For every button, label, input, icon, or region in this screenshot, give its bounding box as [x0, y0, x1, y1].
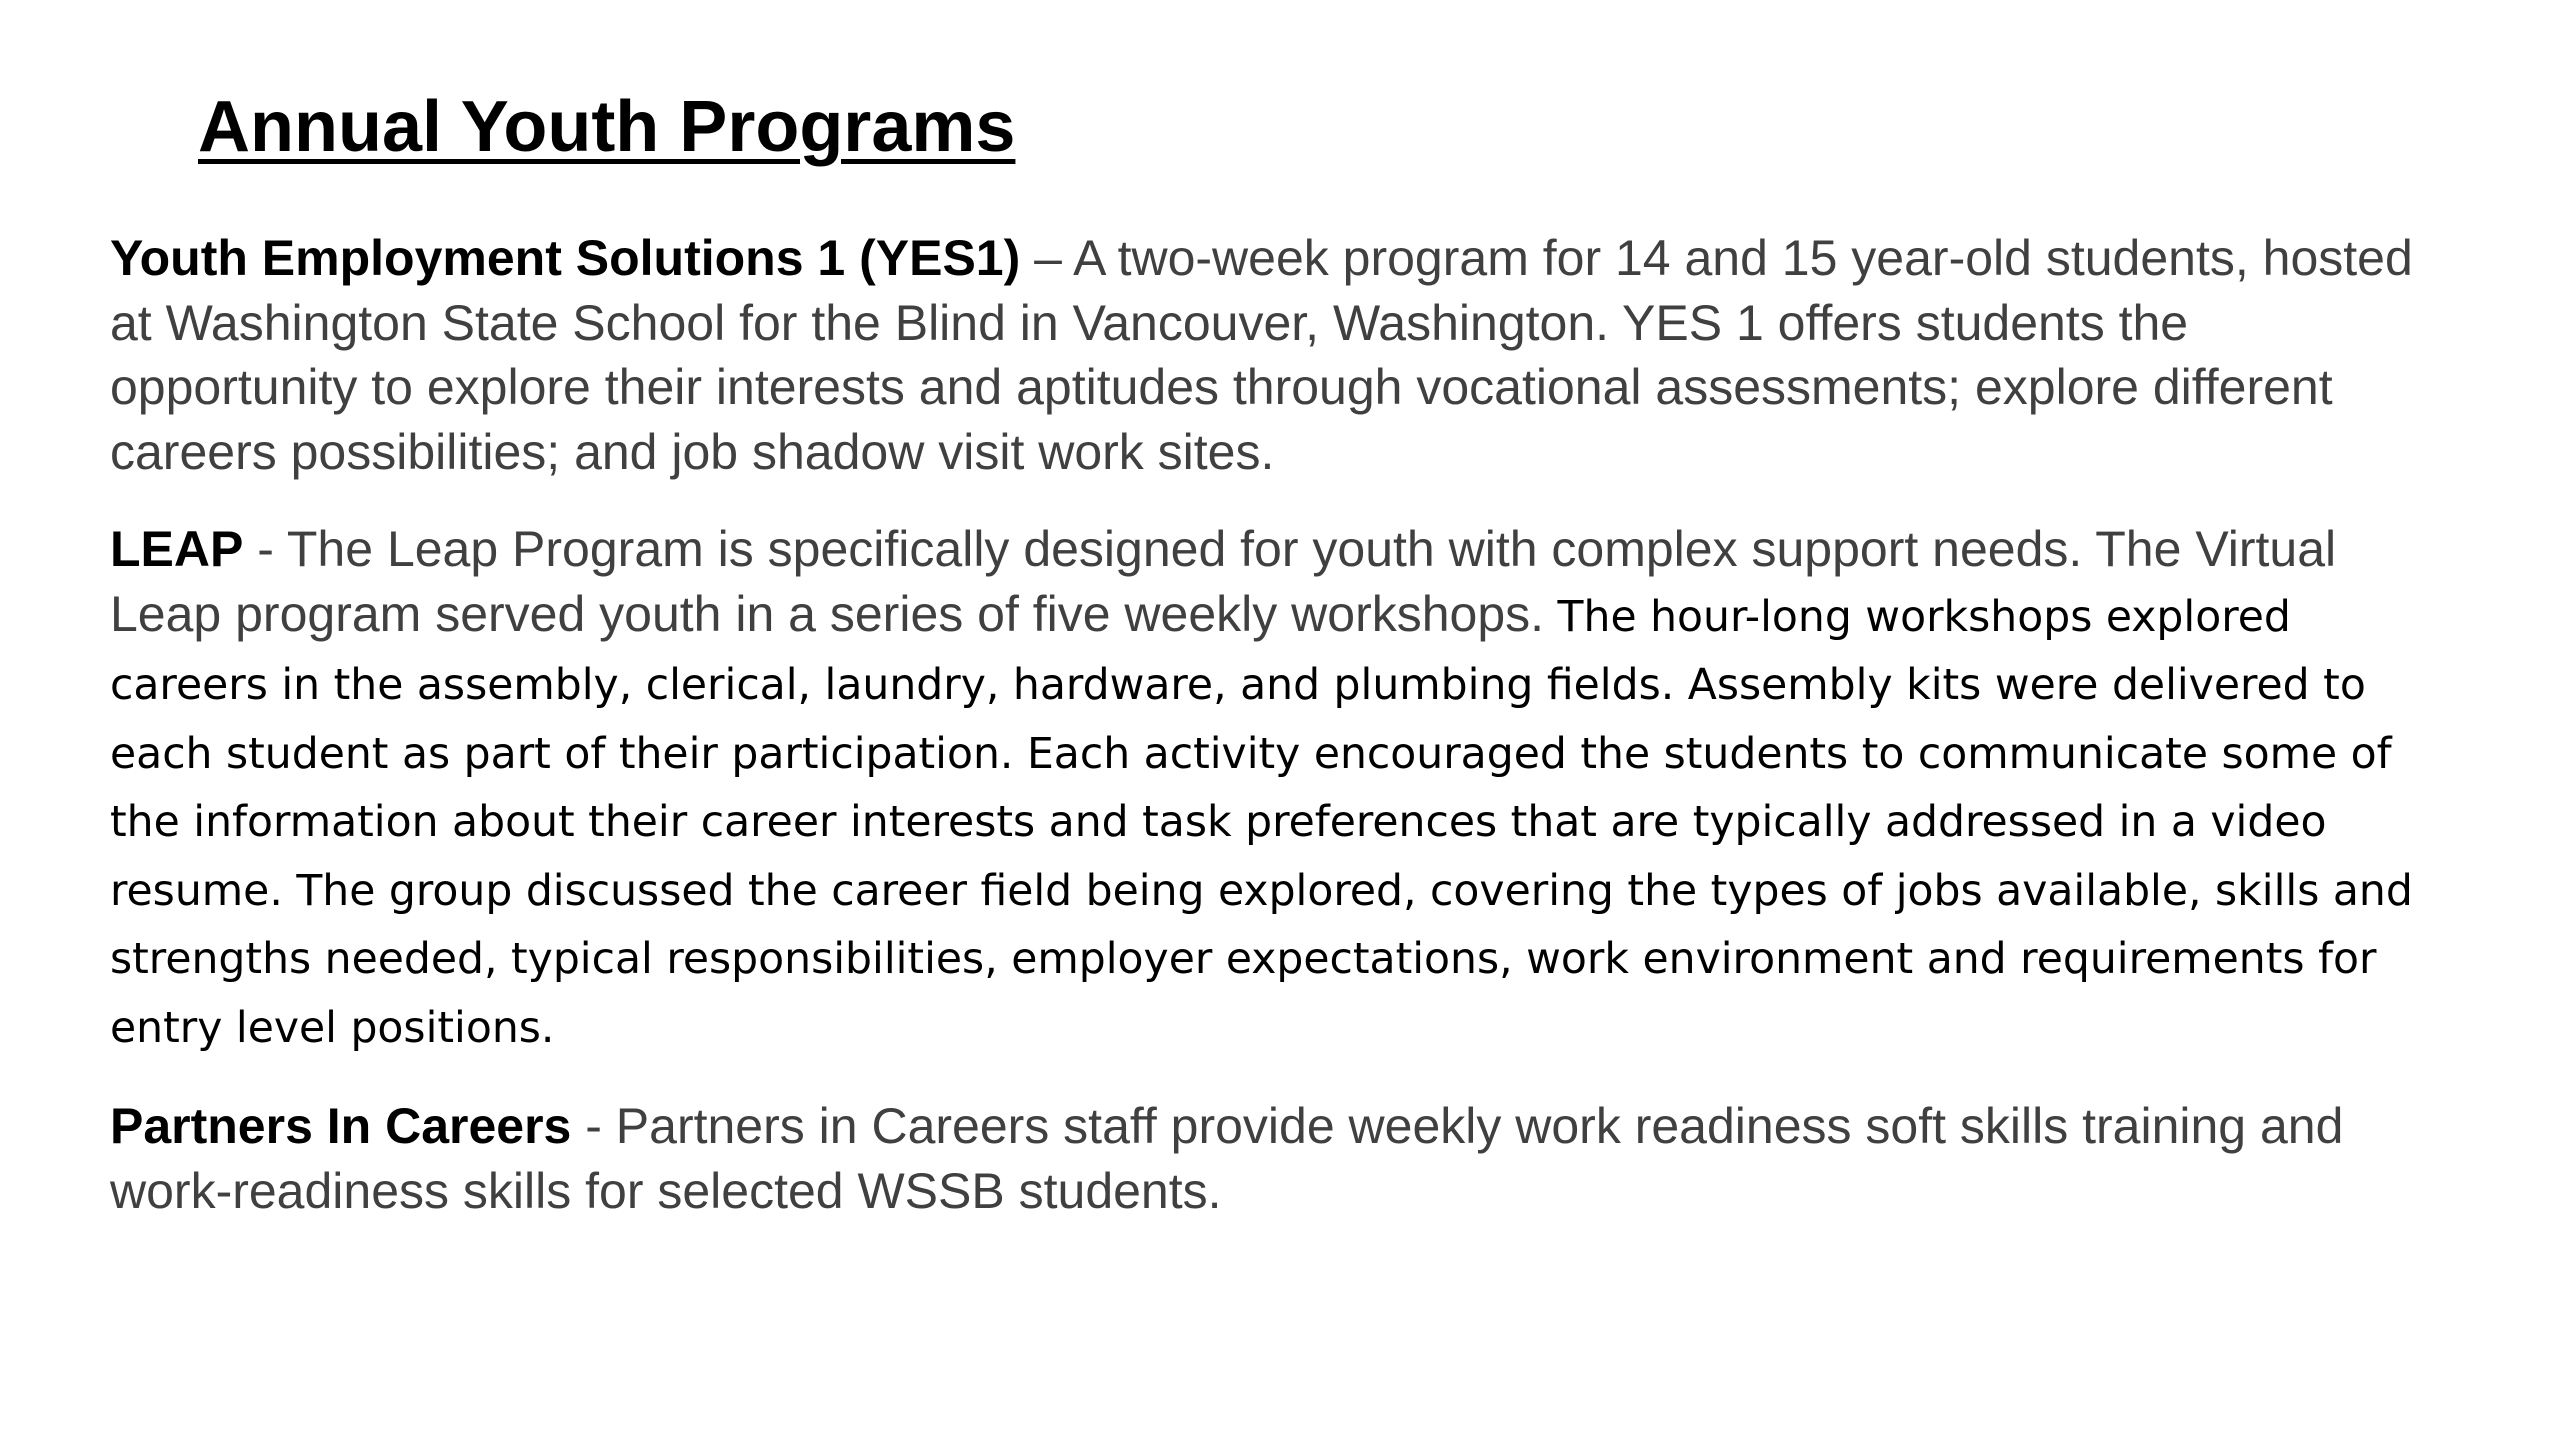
program-name: Youth Employment Solutions 1 (YES1) — [110, 230, 1021, 286]
program-leap — [110, 517, 2440, 1061]
program-separator: – — [1020, 230, 1074, 286]
program-separator: - — [571, 1098, 616, 1154]
program-description: A two-week program for 14 and 15 year-old students, hosted at Washington State School for the Blind in Vancouver, Washington. YES 1 offers students the opportunity to explore their interests and aptitudes through vocational assessments; explore different careers possibilities; and job shadow visit work sites. — [110, 230, 2413, 480]
program-partners-in-careers — [110, 1094, 2440, 1223]
program-description-continued: The hour-long workshops explored careers in the assembly, clerical, laundry, hardware, and plumbing fields. Assembly kits were delivered to each student as part of their participation. Each activity encouraged the students to communicate some of the information about their career interests and task preferences that are typically addressed in a video resume. The group discussed the career field being explored, covering the types of jobs available, skills and strengths needed, typical responsibilities, employer expectations, work environment and requirements for entry level positions. — [110, 592, 2413, 1053]
program-description: The Leap Program is specifically designed for youth with complex support needs. The Virtual Leap program served youth in a series of five weekly workshops. — [110, 521, 2337, 642]
program-separator: - — [243, 521, 287, 577]
slide-title: Annual Youth Programs — [198, 87, 1016, 167]
program-name: LEAP — [110, 521, 244, 577]
slide-body — [110, 226, 2440, 1223]
program-description: Partners in Careers staff provide weekly work readiness soft skills training and work-readiness skills for selected WSSB students. — [110, 1098, 2344, 1219]
program-yes1 — [110, 226, 2440, 484]
program-name: Partners In Careers — [110, 1098, 572, 1154]
